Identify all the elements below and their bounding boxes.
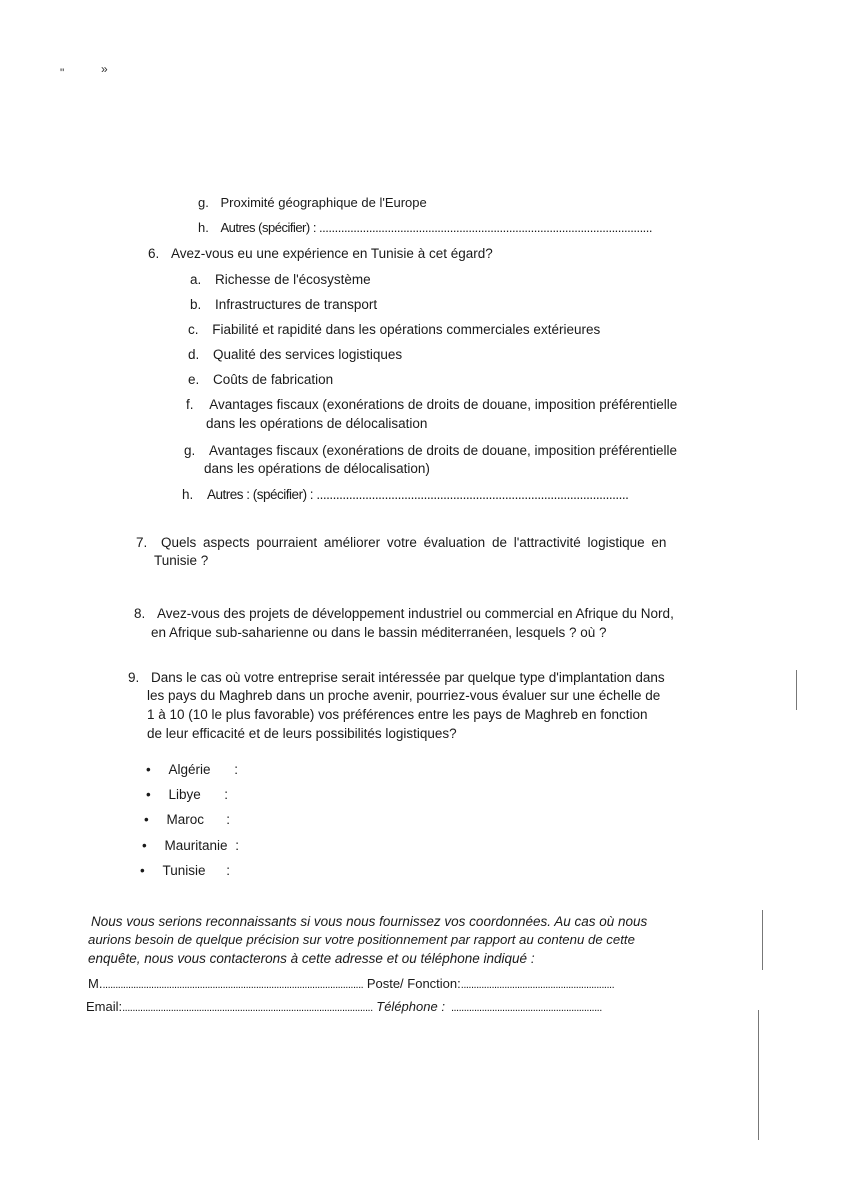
- option-text: Coûts de fabrication: [213, 372, 334, 387]
- option-text: Proximité géographique de l'Europe: [220, 195, 427, 210]
- q6-option-h: [182, 487, 628, 503]
- question-number: 6.: [148, 246, 160, 261]
- option-text: Fiabilité et rapidité dans les opérations commerciales extérieures: [212, 322, 601, 337]
- country-name: Tunisie: [162, 863, 206, 878]
- closing-line: aurions besoin de quelque précision sur votre positionnement par rapport au contenu de cette: [88, 932, 635, 947]
- contact-row-2: [86, 999, 602, 1016]
- question-text: Avez-vous eu une expérience en Tunisie à cet égard?: [171, 246, 493, 261]
- q6-option-g: [184, 443, 677, 459]
- option-text: Infrastructures de transport: [215, 297, 378, 312]
- q5-option-h: [198, 220, 652, 236]
- option-letter: h.: [182, 487, 194, 502]
- closing-line: Nous vous serions reconnaissants si vous nous fournissez vos coordonnées. Au cas où nous: [91, 914, 648, 929]
- phone-label: Téléphone :: [376, 999, 445, 1014]
- bullet-icon: •: [146, 762, 151, 777]
- question-text: Dans le cas où votre entreprise serait intéressée par quelque type d'implantation dans: [151, 670, 665, 685]
- question-7-cont: [154, 553, 208, 569]
- question-text: 1 à 10 (10 le plus favorable) vos préférences entre les pays de Maghreb en fonction: [147, 707, 648, 722]
- rating-field[interactable]: :: [226, 863, 231, 878]
- question-9-cont: [147, 726, 457, 742]
- option-letter: a.: [190, 272, 202, 287]
- country-name: Mauritanie: [164, 838, 228, 853]
- scan-speck: ": [60, 66, 65, 80]
- closing-line: enquête, nous vous contacterons à cette adresse et ou téléphone indiqué :: [88, 951, 535, 966]
- question-number: 7.: [136, 535, 148, 550]
- question-8-cont: [151, 625, 607, 641]
- option-text: Qualité des services logistiques: [213, 347, 403, 362]
- option-letter: h.: [198, 220, 209, 235]
- option-text: Richesse de l'écosystème: [215, 272, 371, 287]
- closing-text: [91, 914, 647, 930]
- country-item-algerie: [146, 762, 238, 778]
- country-item-maroc: [144, 812, 230, 828]
- question-8: [134, 606, 674, 622]
- question-text: Avez-vous des projets de développement industriel ou commercial en Afrique du Nord,: [157, 606, 674, 621]
- bullet-icon: •: [142, 838, 147, 853]
- question-9-cont: [147, 707, 648, 723]
- email-label: Email:: [86, 999, 123, 1014]
- question-text: Tunisie ?: [154, 553, 209, 568]
- phone-field[interactable]: ...........................................................: [450, 1002, 602, 1014]
- question-9: [128, 670, 665, 686]
- q6-option-d: [188, 347, 402, 363]
- email-field[interactable]: ..................................................................................................: [122, 1002, 373, 1014]
- country-item-libye: [146, 787, 228, 803]
- option-text: Avantages fiscaux (exonérations de droits de douane, imposition préférentielle: [209, 397, 678, 412]
- q6-option-g-cont: [204, 461, 430, 477]
- bullet-icon: •: [146, 787, 151, 802]
- q6-option-f-cont: [206, 416, 427, 432]
- closing-text: [88, 951, 535, 967]
- scan-edge-mark: [758, 1010, 759, 1140]
- rating-field[interactable]: :: [224, 787, 229, 802]
- option-letter: c.: [188, 322, 199, 337]
- q6-option-f: [186, 397, 677, 413]
- question-6: [148, 246, 493, 262]
- option-letter: g.: [184, 443, 196, 458]
- option-text: Autres (spécifier) : ...........................................................................................................: [220, 220, 653, 235]
- q6-option-e: [188, 372, 333, 388]
- contact-row-1: [88, 976, 614, 993]
- position-label: Poste/ Fonction:: [366, 976, 461, 991]
- question-text: les pays du Maghreb dans un proche avenir, pourriez-vous évaluer sur une échelle de: [147, 688, 661, 703]
- option-text: Avantages fiscaux (exonérations de droits de douane, imposition préférentielle: [209, 443, 678, 458]
- option-text: dans les opérations de délocalisation: [206, 416, 428, 431]
- rating-field[interactable]: :: [234, 762, 239, 777]
- closing-text: [88, 932, 635, 948]
- scan-speck: »: [101, 62, 108, 76]
- option-letter: d.: [188, 347, 200, 362]
- scan-edge-mark: [796, 670, 797, 710]
- position-field[interactable]: ............................................................: [460, 979, 615, 991]
- q6-option-a: [190, 272, 371, 288]
- question-7: [136, 535, 666, 551]
- q6-option-c: [188, 322, 600, 338]
- q6-option-b: [190, 297, 377, 313]
- scan-edge-mark: [762, 910, 763, 970]
- country-item-tunisie: [140, 863, 230, 879]
- question-number: 8.: [134, 606, 146, 621]
- bullet-icon: •: [144, 812, 149, 827]
- question-text: en Afrique sub-saharienne ou dans le bassin méditerranéen, lesquels ? où ?: [151, 625, 607, 640]
- option-letter: b.: [190, 297, 202, 312]
- option-text: dans les opérations de délocalisation): [204, 461, 430, 476]
- option-letter: g.: [198, 195, 209, 210]
- bullet-icon: •: [140, 863, 145, 878]
- country-name: Algérie: [168, 762, 211, 777]
- country-name: Libye: [168, 787, 201, 802]
- rating-field[interactable]: :: [235, 838, 240, 853]
- option-letter: e.: [188, 372, 200, 387]
- option-letter: f.: [186, 397, 194, 412]
- name-label: M.: [88, 976, 103, 991]
- name-field[interactable]: ......................................................................................................: [102, 979, 364, 991]
- rating-field[interactable]: :: [226, 812, 231, 827]
- question-text: Quels aspects pourraient améliorer votre évaluation de l'attractivité logistique en: [161, 535, 667, 550]
- option-text: Autres : (spécifier) : ................................................................................................: [207, 487, 629, 502]
- q5-option-g: [198, 195, 427, 211]
- question-9-cont: [147, 688, 660, 704]
- question-number: 9.: [128, 670, 140, 685]
- country-name: Maroc: [166, 812, 205, 827]
- question-text: de leur efficacité et de leurs possibilités logistiques?: [147, 726, 457, 741]
- country-item-mauritanie: [142, 838, 239, 854]
